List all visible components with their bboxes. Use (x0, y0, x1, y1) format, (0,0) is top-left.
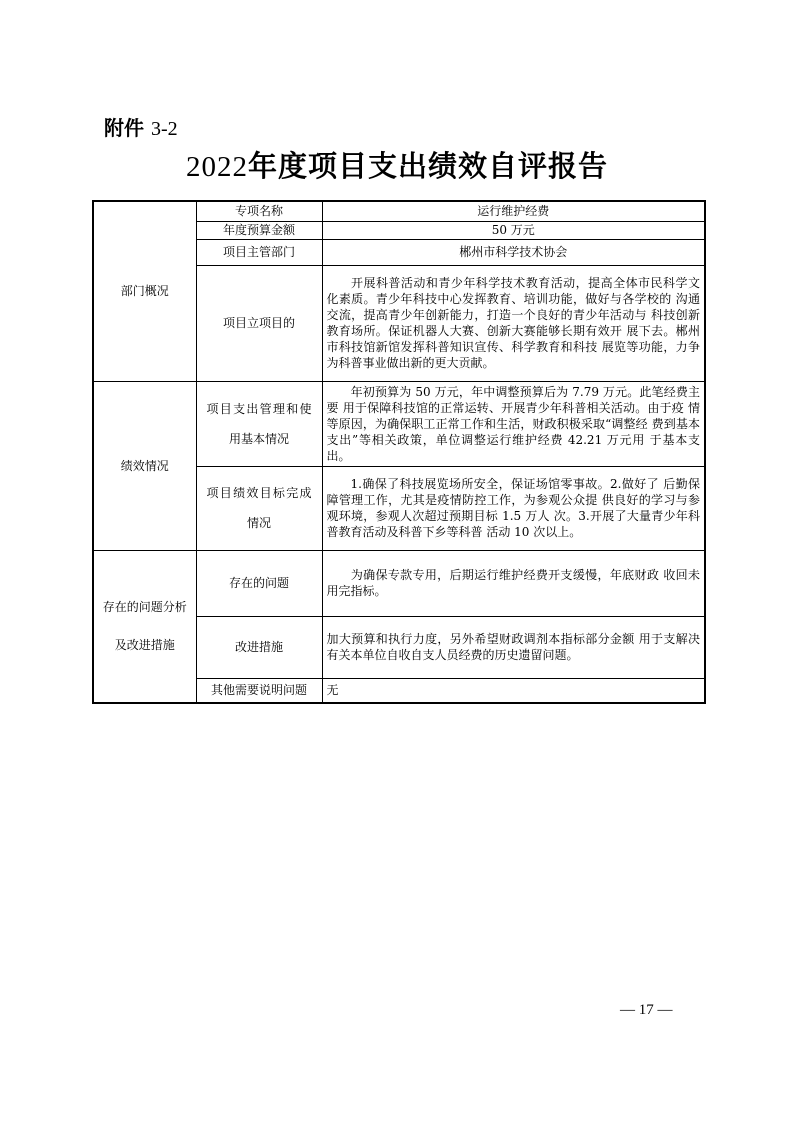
purpose-label: 项目立项目的 (196, 265, 322, 381)
table-row (93, 201, 705, 221)
category-problems: 存在的问题分析及改进措施 (102, 600, 187, 653)
page-number: — 17 — (620, 1002, 673, 1018)
usage-text: 年初预算为 50 万元，年中调整预算后为 7.79 万元。此笔经费主要 用于保障科技馆的正常运转、开展青少年科普相关活动。由于疫 情等原因，为确保职工正常工作和生活，财政积极采取“调整经 费到基本支出”等相关政策，单位调整运行维护经费 42.21 万元用 于基本支出。 (326, 384, 700, 463)
purpose-text: 开展科普活动和青少年科学技术教育活动，提高全体市民科学文 化素质。青少年科技中心发挥教育、培训功能，做好与各学校的 沟通交流，提高青少年创新能力，打造一个良好的青少年活动与 科技创新教育场所。保证机器人大赛、创新大赛能够长期有效开 展下去。郴州市科技馆新馆发挥科普知识宣传、科学教育和科技 展览等功能，力争为科普事业做出新的更大贡献。 (326, 276, 700, 370)
usage-label: 项目支出管理和使用基本情况 (206, 401, 312, 446)
usage-value (322, 381, 705, 466)
measure-label: 改进措施 (196, 616, 322, 678)
issue-text: 为确保专款专用，后期运行维护经费开支缓慢，年底财政 收回未用完指标。 (326, 568, 700, 598)
budget-value: 50 万元 (322, 221, 705, 239)
project-name-value: 运行维护经费 (322, 201, 705, 221)
category-dept-overview: 部门概况 (93, 201, 196, 381)
target-value (322, 466, 705, 550)
table-row (93, 381, 705, 466)
issue-label: 存在的问题 (196, 550, 322, 616)
purpose-value (322, 265, 705, 381)
project-name-label: 专项名称 (196, 201, 322, 221)
title-text: 年度项目支出绩效自评报告 (247, 149, 608, 183)
dept-value: 郴州市科学技术协会 (322, 239, 705, 265)
budget-label: 年度预算金额 (196, 221, 322, 239)
report-table (92, 200, 706, 704)
other-label: 其他需要说明问题 (196, 678, 322, 703)
category-performance: 绩效情况 (93, 381, 196, 550)
issue-value (322, 550, 705, 616)
target-label: 项目绩效目标完成情况 (206, 486, 312, 530)
other-value: 无 (322, 678, 705, 703)
title-year: 2022 (185, 151, 248, 183)
dept-label: 项目主管部门 (196, 239, 322, 265)
attachment-prefix: 附件 (104, 116, 144, 140)
measure-value: 加大预算和执行力度，另外希望财政调剂本指标部分金额 用于支解决有关本单位自收自支人员经费的历史遗留问题。 (322, 616, 705, 678)
attachment-number: 3-2 (150, 118, 178, 140)
table-row (93, 550, 705, 616)
page-title (0, 144, 794, 185)
attachment-label (104, 112, 178, 141)
target-text: 1.确保了科技展览场所安全，保证场馆零事故。2.做好了 后勤保障管理工作，尤其是疫情防控工作，为参观公众提 供良好的学习与参观环境，参观人次超过预期目标 1.5 万人 次。3.开展了大量青少年科普教育活动及科普下乡等科普 活动 10 次以上。 (326, 477, 700, 539)
